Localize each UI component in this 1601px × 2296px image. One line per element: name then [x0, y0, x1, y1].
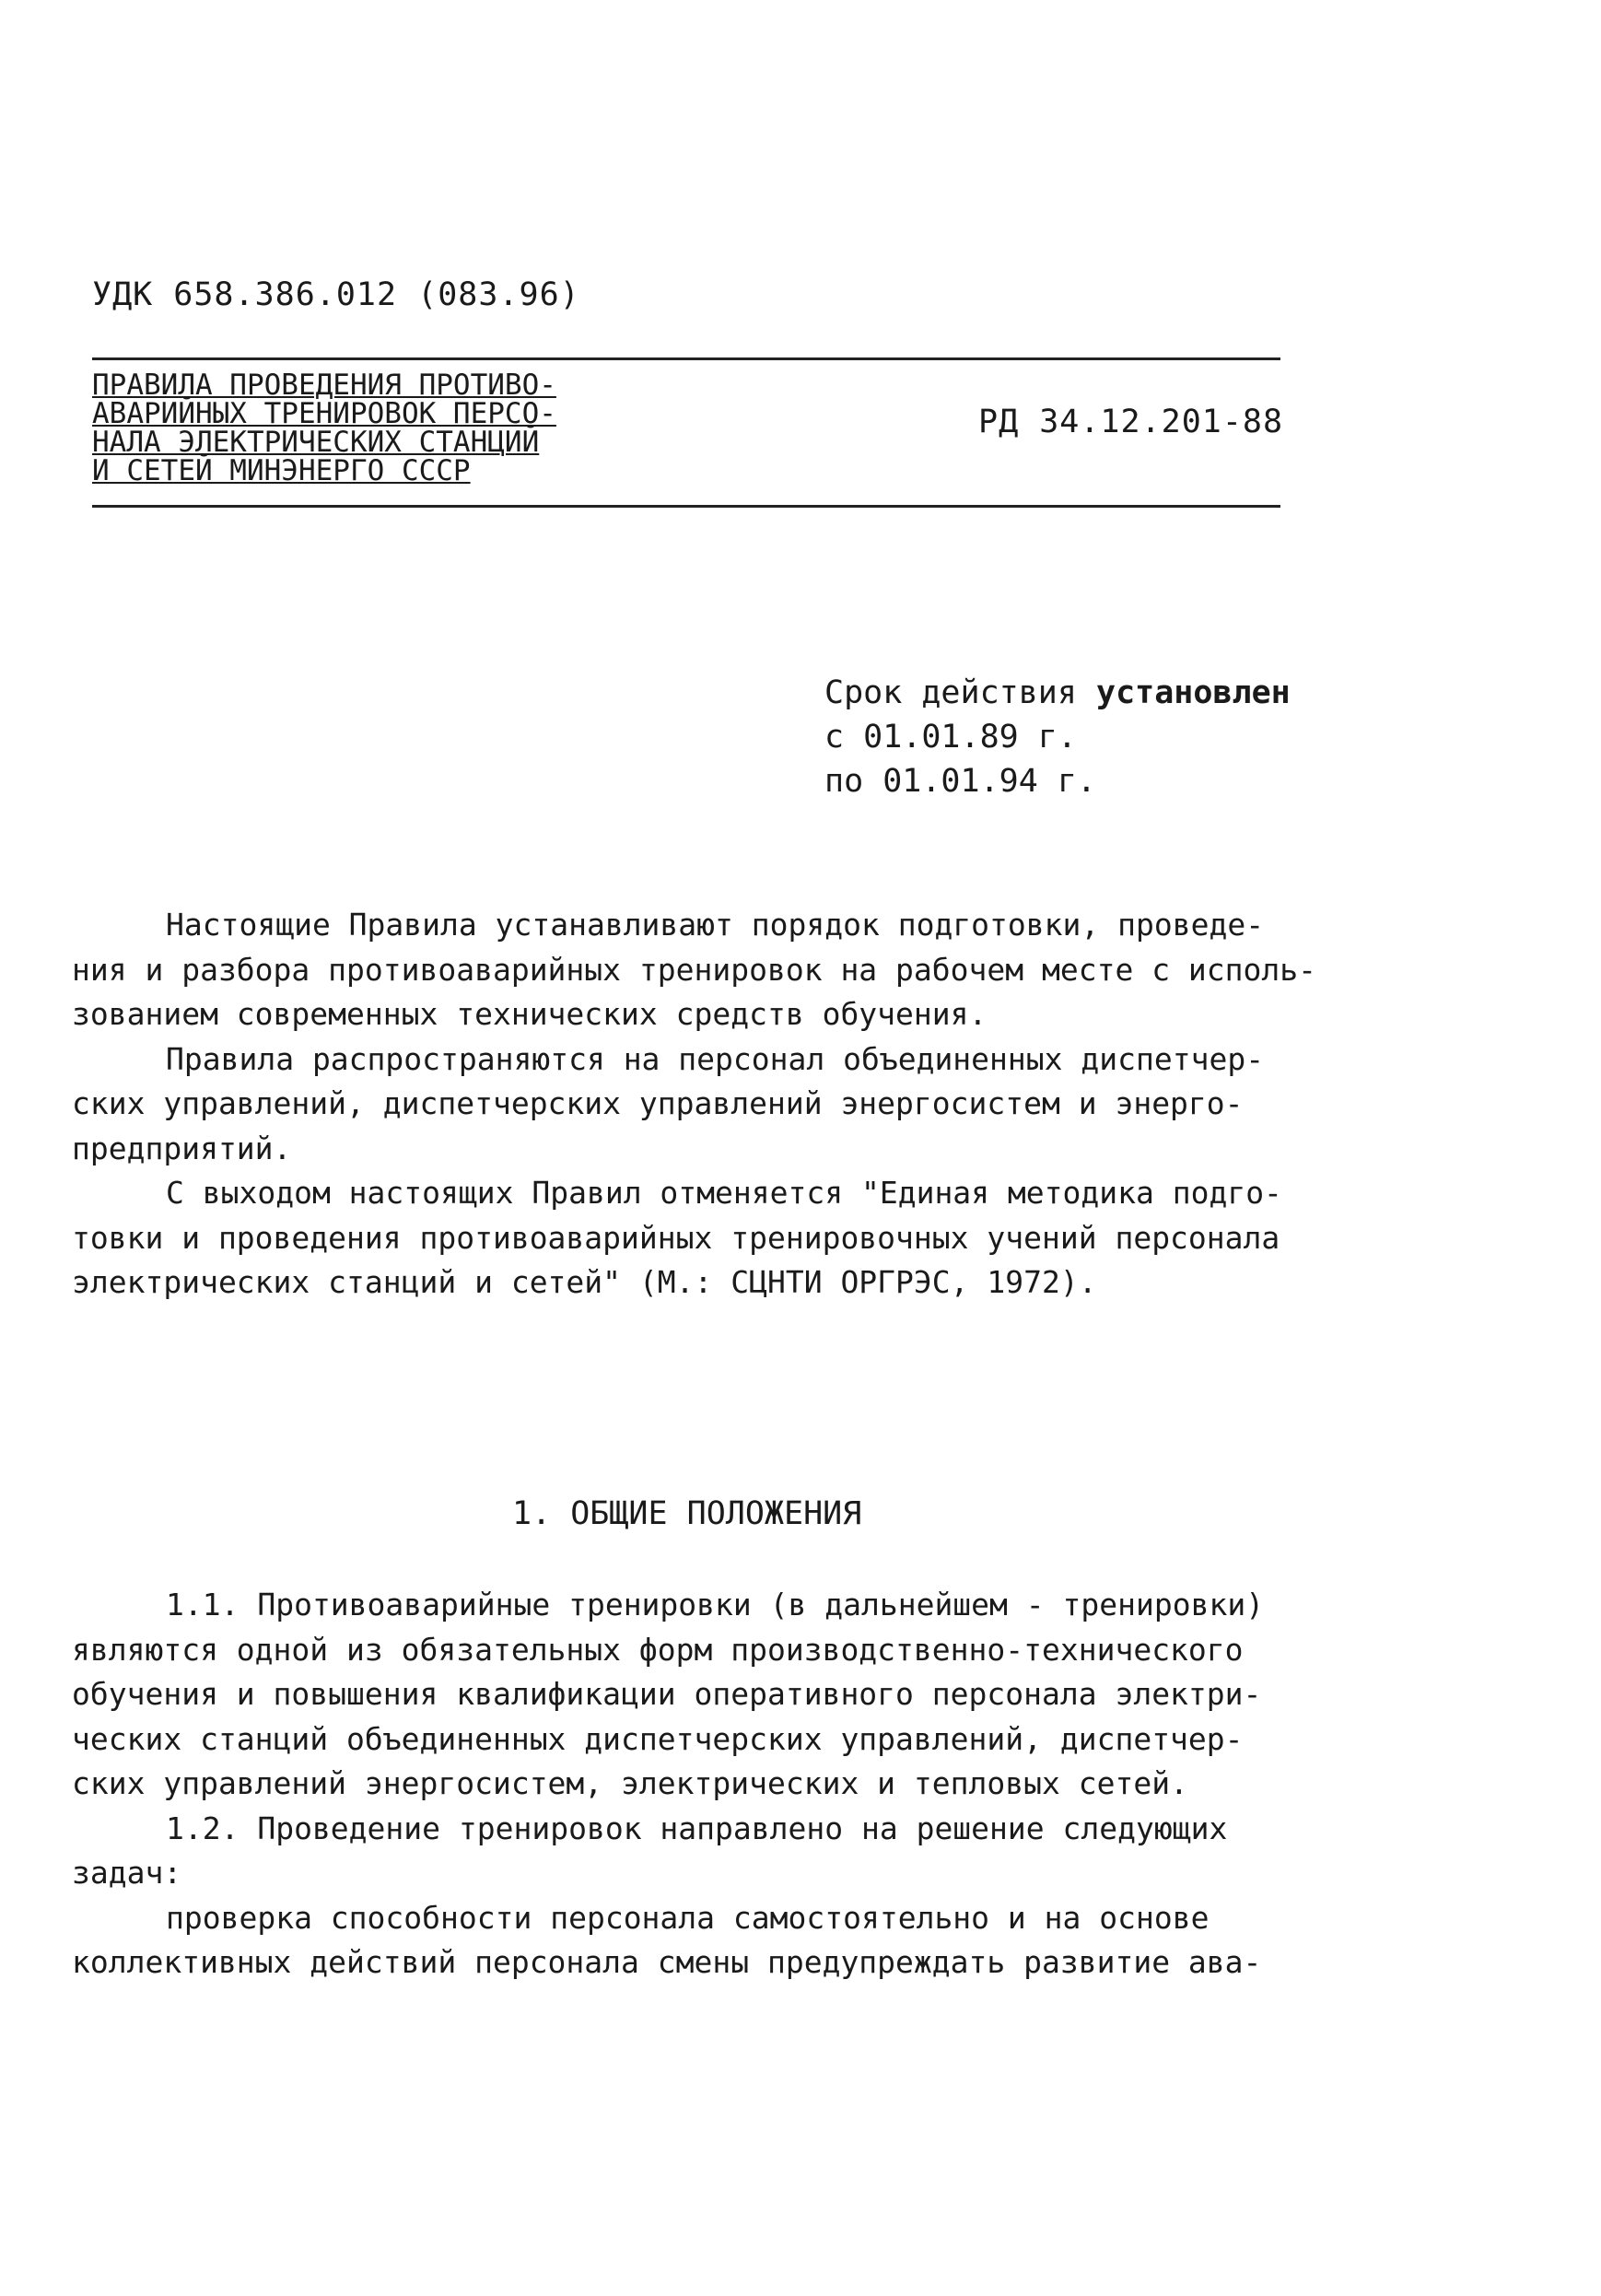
validity-to: по 01.01.94 г. [824, 763, 1097, 800]
header-rule-bottom [92, 505, 1280, 508]
intro-p3-line: электрических станций и сетей" (М.: СЦНТИ ОРГРЭС, 1972). [72, 1264, 1097, 1300]
intro-p1-line: ния и разбора противоаварийных тренировок на рабочем месте с исполь- [72, 951, 1317, 988]
intro-p1-line: Настоящие Правила устанавливают порядок подготовки, проведе- [166, 907, 1265, 943]
validity-block [824, 671, 1291, 803]
intro-p3-line: С выходом настоящих Правил отменяется "Единая методика подго- [166, 1175, 1282, 1211]
task-line: коллективных действий персонала смены предупреждать развитие ава- [72, 1944, 1262, 1980]
validity-established: установлен [1096, 674, 1291, 711]
document-code: РД 34.12.201-88 [978, 404, 1284, 440]
section-title: 1. ОБЩИЕ ПОЛОЖЕНИЯ [512, 1495, 862, 1532]
header-rule-top [92, 357, 1280, 360]
intro-p1-line: зованием современных технических средств обучения. [72, 996, 987, 1032]
document-title-line: АВАРИЙНЫХ ТРЕНИРОВОК ПЕРСО- [92, 397, 556, 430]
clause-1-1-line: 1.1. Противоаварийные тренировки (в дальнейшем - тренировки) [166, 1587, 1265, 1622]
intro-p2-line: ских управлений, диспетчерских управлений энергосистем и энерго- [72, 1085, 1244, 1121]
intro-text [72, 903, 1343, 1306]
clause-1-1-line: обучения и повышения квалификации оперативного персонала электри- [72, 1676, 1262, 1712]
document-title-line: ПРАВИЛА ПРОВЕДЕНИЯ ПРОТИВО- [92, 369, 556, 402]
intro-p3-line: товки и проведения противоаварийных тренировочных учений персонала [72, 1219, 1280, 1256]
clause-1-2-line: 1.2. Проведение тренировок направлено на решение следующих [166, 1810, 1228, 1846]
document-title-line: НАЛА ЭЛЕКТРИЧЕСКИХ СТАНЦИЙ [92, 426, 540, 459]
intro-p2-line: предприятий. [72, 1130, 292, 1166]
clause-1-2-line: задач: [72, 1855, 182, 1891]
section-body [72, 1583, 1343, 1986]
validity-from: с 01.01.89 г. [824, 719, 1077, 756]
clause-1-1-line: ческих станций объединенных диспетчерских управлений, диспетчер- [72, 1720, 1244, 1757]
validity-label: Срок действия [824, 674, 1097, 711]
clause-1-1-line: являются одной из обязательных форм производственно-технического [72, 1631, 1244, 1668]
udk-code: УДК 658.386.012 (083.96) [92, 276, 580, 313]
task-line: проверка способности персонала самостоятельно и на основе [166, 1899, 1210, 1936]
validity-line-1 [824, 671, 1291, 715]
clause-1-1-line: ских управлений энергосистем, электрических и тепловых сетей. [72, 1765, 1188, 1801]
intro-p2-line: Правила распространяются на персонал объединенных диспетчер- [166, 1040, 1265, 1077]
document-title [92, 371, 556, 486]
document-title-line: И СЕТЕЙ МИНЭНЕРГО СССР [92, 454, 471, 487]
